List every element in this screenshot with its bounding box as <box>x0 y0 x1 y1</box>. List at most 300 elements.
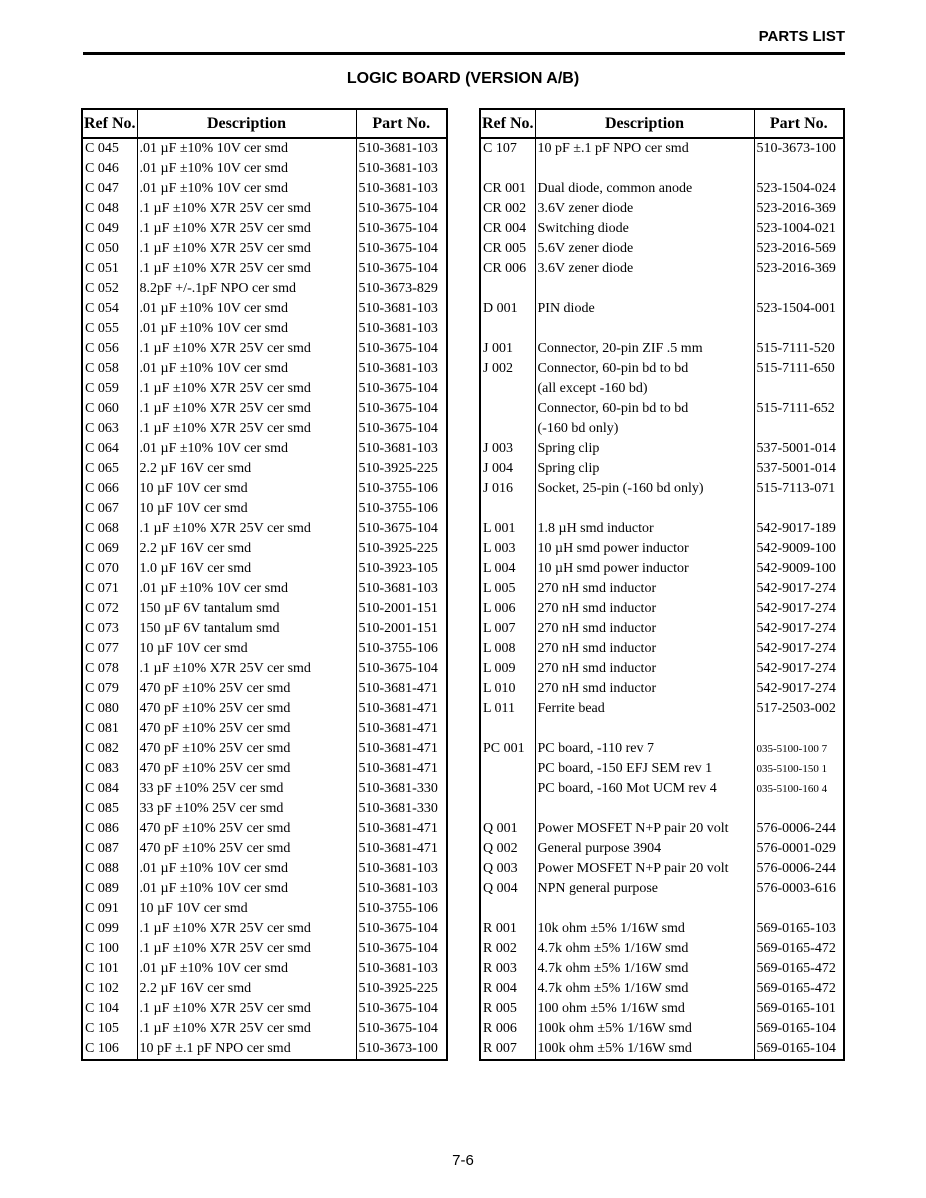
table-row <box>82 779 447 799</box>
part-no-cell: 523-2016-369 <box>754 199 844 219</box>
table-row <box>82 679 447 699</box>
part-no-cell: 510-3681-330 <box>356 779 447 799</box>
description-cell: .01 µF ±10% 10V cer smd <box>137 359 356 379</box>
ref-no-cell <box>480 899 535 919</box>
description-cell: 10 pF ±.1 pF NPO cer smd <box>535 138 754 159</box>
description-cell: PC board, -150 EFJ SEM rev 1 <box>535 759 754 779</box>
ref-no-cell: L 006 <box>483 601 516 616</box>
ref-no-cell: C 051 <box>85 261 119 276</box>
part-no-cell <box>754 419 844 439</box>
table-row <box>480 859 844 879</box>
table-row <box>480 599 844 619</box>
table-row <box>82 219 447 239</box>
ref-no-cell <box>480 779 535 799</box>
description-cell: .1 µF ±10% X7R 25V cer smd <box>137 199 356 219</box>
description-cell: 100 ohm ±5% 1/16W smd <box>535 999 754 1019</box>
table-row <box>480 179 844 199</box>
ref-no-cell: C 066 <box>85 481 119 496</box>
part-no-cell: 510-3681-471 <box>356 679 447 699</box>
part-no-cell: 510-3681-103 <box>356 959 447 979</box>
part-no-cell: 510-3681-103 <box>356 159 447 179</box>
ref-no-cell: J 001 <box>483 341 513 356</box>
ref-no-cell: C 046 <box>85 161 119 176</box>
ref-no-cell: C 101 <box>85 961 119 976</box>
part-no-cell: 510-3675-104 <box>356 419 447 439</box>
table-row <box>480 439 844 459</box>
description-cell: PIN diode <box>535 299 754 319</box>
part-no-cell: 569-0165-104 <box>754 1019 844 1039</box>
ref-no-cell: C 104 <box>85 1001 119 1016</box>
description-cell: 4.7k ohm ±5% 1/16W smd <box>535 959 754 979</box>
ref-no-cell: C 069 <box>85 541 119 556</box>
ref-no-cell: C 085 <box>85 801 119 816</box>
description-cell <box>535 319 754 339</box>
table-row <box>480 559 844 579</box>
part-no-cell: 510-3675-104 <box>356 259 447 279</box>
part-no-cell: 537-5001-014 <box>754 459 844 479</box>
table-row <box>480 359 844 379</box>
table-row <box>480 479 844 499</box>
part-no-header: Part No. <box>754 109 844 138</box>
table-row <box>82 859 447 879</box>
table-row <box>82 259 447 279</box>
description-cell: .1 µF ±10% X7R 25V cer smd <box>137 339 356 359</box>
part-no-cell: 510-3755-106 <box>356 639 447 659</box>
part-no-cell: 569-0165-104 <box>754 1039 844 1060</box>
table-row <box>480 799 844 819</box>
ref-no-cell: CR 001 <box>483 181 527 196</box>
ref-no-cell: R 001 <box>483 921 517 936</box>
description-cell: 5.6V zener diode <box>535 239 754 259</box>
ref-no-cell: C 050 <box>85 241 119 256</box>
part-no-cell: 510-3681-471 <box>356 719 447 739</box>
part-no-cell: 510-3675-104 <box>356 339 447 359</box>
table-row <box>480 519 844 539</box>
description-cell: 4.7k ohm ±5% 1/16W smd <box>535 979 754 999</box>
ref-no-cell <box>480 719 535 739</box>
table-row <box>82 899 447 919</box>
description-cell: Switching diode <box>535 219 754 239</box>
table-row <box>480 919 844 939</box>
ref-no-cell: J 004 <box>483 461 513 476</box>
part-no-cell: 510-3681-103 <box>356 359 447 379</box>
part-no-cell: 510-3925-225 <box>356 979 447 999</box>
parts-table-left <box>81 108 448 1061</box>
description-cell: 270 nH smd inductor <box>535 639 754 659</box>
part-no-cell <box>754 279 844 299</box>
ref-no-cell: C 081 <box>85 721 119 736</box>
part-no-cell: 510-3673-829 <box>356 279 447 299</box>
description-cell: 270 nH smd inductor <box>535 579 754 599</box>
ref-no-cell: L 004 <box>483 561 516 576</box>
description-cell: .1 µF ±10% X7R 25V cer smd <box>137 919 356 939</box>
description-cell: Socket, 25-pin (-160 bd only) <box>535 479 754 499</box>
description-cell: .01 µF ±10% 10V cer smd <box>137 319 356 339</box>
part-no-cell: 510-3673-100 <box>356 1039 447 1060</box>
part-no-cell: 510-3925-225 <box>356 539 447 559</box>
part-no-cell: 523-1504-024 <box>754 179 844 199</box>
part-no-cell: 515-7111-650 <box>754 359 844 379</box>
ref-no-cell: PC 001 <box>483 741 525 756</box>
description-cell: Spring clip <box>535 439 754 459</box>
part-no-cell: 576-0006-244 <box>754 859 844 879</box>
part-no-cell <box>754 319 844 339</box>
description-cell: .01 µF ±10% 10V cer smd <box>137 859 356 879</box>
description-cell: 100k ohm ±5% 1/16W smd <box>535 1019 754 1039</box>
table-row <box>82 599 447 619</box>
description-cell: 10 pF ±.1 pF NPO cer smd <box>137 1039 356 1060</box>
table-row <box>82 299 447 319</box>
ref-no-cell: C 082 <box>85 741 119 756</box>
table-row <box>480 279 844 299</box>
description-cell: .1 µF ±10% X7R 25V cer smd <box>137 1019 356 1039</box>
description-cell: 33 pF ±10% 25V cer smd <box>137 779 356 799</box>
part-no-cell: 510-3681-103 <box>356 859 447 879</box>
description-cell: PC board, -160 Mot UCM rev 4 <box>535 779 754 799</box>
ref-no-cell: C 099 <box>85 921 119 936</box>
part-no-cell: 510-3675-104 <box>356 659 447 679</box>
description-cell: 3.6V zener diode <box>535 199 754 219</box>
description-cell: (-160 bd only) <box>535 419 754 439</box>
description-header: Description <box>535 109 754 138</box>
table-row <box>82 419 447 439</box>
part-no-cell: 542-9017-274 <box>754 659 844 679</box>
ref-no-cell: C 083 <box>85 761 119 776</box>
table-row <box>82 979 447 999</box>
ref-no-cell: J 003 <box>483 441 513 456</box>
table-row <box>82 739 447 759</box>
part-no-cell <box>754 499 844 519</box>
ref-no-cell: C 064 <box>85 441 119 456</box>
ref-no-cell: C 107 <box>483 141 517 156</box>
table-header-row <box>480 109 844 138</box>
part-no-cell: 510-3675-104 <box>356 379 447 399</box>
ref-no-cell: Q 004 <box>483 881 518 896</box>
part-no-cell: 510-3681-471 <box>356 839 447 859</box>
part-no-cell <box>754 799 844 819</box>
description-cell: 10 µH smd power inductor <box>535 539 754 559</box>
ref-no-cell: C 091 <box>85 901 119 916</box>
part-no-cell: 542-9009-100 <box>754 559 844 579</box>
part-no-cell: 510-3755-106 <box>356 499 447 519</box>
part-no-cell: 510-3681-103 <box>356 138 447 159</box>
part-no-cell: 576-0003-616 <box>754 879 844 899</box>
table-row <box>82 819 447 839</box>
description-cell: 33 pF ±10% 25V cer smd <box>137 799 356 819</box>
part-no-cell: 510-3681-471 <box>356 739 447 759</box>
part-no-cell: 510-3923-105 <box>356 559 447 579</box>
ref-no-cell: C 086 <box>85 821 119 836</box>
part-no-cell: 510-3675-104 <box>356 939 447 959</box>
table-row <box>82 339 447 359</box>
part-no-cell: 510-3681-330 <box>356 799 447 819</box>
table-row <box>480 879 844 899</box>
part-no-header: Part No. <box>356 109 447 138</box>
description-cell: .1 µF ±10% X7R 25V cer smd <box>137 239 356 259</box>
table-row <box>480 339 844 359</box>
description-header: Description <box>137 109 356 138</box>
description-cell: 470 pF ±10% 25V cer smd <box>137 759 356 779</box>
table-row <box>82 138 447 159</box>
table-row <box>82 499 447 519</box>
table-row <box>480 759 844 779</box>
ref-no-cell: C 045 <box>85 141 119 156</box>
table-row <box>480 959 844 979</box>
part-no-cell: 523-2016-569 <box>754 239 844 259</box>
table-row <box>480 239 844 259</box>
part-no-cell: 542-9017-274 <box>754 679 844 699</box>
table-row <box>82 359 447 379</box>
ref-no-cell: L 001 <box>483 521 516 536</box>
table-row <box>82 799 447 819</box>
ref-no-cell: C 063 <box>85 421 119 436</box>
description-cell: Connector, 20-pin ZIF .5 mm <box>535 339 754 359</box>
part-no-cell: 510-3681-471 <box>356 699 447 719</box>
description-cell: Power MOSFET N+P pair 20 volt <box>535 859 754 879</box>
ref-no-cell <box>480 759 535 779</box>
ref-no-cell: C 067 <box>85 501 119 516</box>
ref-no-header: Ref No. <box>82 109 137 138</box>
description-cell: 270 nH smd inductor <box>535 599 754 619</box>
ref-no-cell: C 071 <box>85 581 119 596</box>
table-row <box>82 479 447 499</box>
description-cell: .1 µF ±10% X7R 25V cer smd <box>137 379 356 399</box>
description-cell: .1 µF ±10% X7R 25V cer smd <box>137 399 356 419</box>
table-row <box>480 899 844 919</box>
description-cell: 10 µF 10V cer smd <box>137 479 356 499</box>
ref-no-cell: J 016 <box>483 481 513 496</box>
description-cell: 470 pF ±10% 25V cer smd <box>137 679 356 699</box>
table-row <box>480 1039 844 1060</box>
ref-no-cell: C 078 <box>85 661 119 676</box>
description-cell: .1 µF ±10% X7R 25V cer smd <box>137 939 356 959</box>
part-no-cell: 515-7111-652 <box>754 399 844 419</box>
part-no-cell: 510-3681-103 <box>356 579 447 599</box>
ref-no-cell: C 087 <box>85 841 119 856</box>
table-row <box>480 1019 844 1039</box>
ref-no-cell: R 004 <box>483 981 517 996</box>
part-no-cell: 523-1504-001 <box>754 299 844 319</box>
table-header-row <box>82 109 447 138</box>
description-cell: 2.2 µF 16V cer smd <box>137 459 356 479</box>
part-no-cell: 510-3675-104 <box>356 999 447 1019</box>
part-no-cell <box>754 159 844 179</box>
description-cell: Connector, 60-pin bd to bd <box>535 399 754 419</box>
part-no-cell: 510-3755-106 <box>356 479 447 499</box>
ref-no-cell: J 002 <box>483 361 513 376</box>
description-cell: 10 µF 10V cer smd <box>137 639 356 659</box>
description-cell: (all except -160 bd) <box>535 379 754 399</box>
ref-no-cell: L 005 <box>483 581 516 596</box>
table-row <box>480 499 844 519</box>
table-row <box>82 939 447 959</box>
ref-no-cell: R 007 <box>483 1041 517 1056</box>
part-no-cell: 035-5100-160 4 <box>754 779 844 799</box>
part-no-cell: 510-3681-103 <box>356 299 447 319</box>
description-cell: .1 µF ±10% X7R 25V cer smd <box>137 219 356 239</box>
description-cell: PC board, -110 rev 7 <box>535 739 754 759</box>
part-no-cell: 035-5100-100 7 <box>754 739 844 759</box>
description-cell: .01 µF ±10% 10V cer smd <box>137 959 356 979</box>
description-cell: Spring clip <box>535 459 754 479</box>
ref-no-cell: C 102 <box>85 981 119 996</box>
ref-no-cell <box>480 379 535 399</box>
ref-no-cell: CR 006 <box>483 261 527 276</box>
table-row <box>82 719 447 739</box>
table-row <box>82 1039 447 1060</box>
description-cell: 4.7k ohm ±5% 1/16W smd <box>535 939 754 959</box>
table-row <box>480 379 844 399</box>
ref-no-cell: C 080 <box>85 701 119 716</box>
description-cell: .01 µF ±10% 10V cer smd <box>137 579 356 599</box>
table-row <box>480 719 844 739</box>
table-row <box>82 839 447 859</box>
description-cell: .01 µF ±10% 10V cer smd <box>137 439 356 459</box>
part-no-cell: 510-3681-103 <box>356 439 447 459</box>
description-cell <box>535 499 754 519</box>
description-cell <box>535 799 754 819</box>
ref-no-cell: C 049 <box>85 221 119 236</box>
part-no-cell: 569-0165-472 <box>754 959 844 979</box>
table-row <box>480 939 844 959</box>
table-row <box>480 639 844 659</box>
part-no-cell: 035-5100-150 1 <box>754 759 844 779</box>
part-no-cell: 510-3681-103 <box>356 879 447 899</box>
parts-table-right-body <box>480 138 844 1060</box>
table-row <box>480 219 844 239</box>
part-no-cell: 510-3681-471 <box>356 759 447 779</box>
description-cell <box>535 899 754 919</box>
ref-no-cell: C 047 <box>85 181 119 196</box>
table-row <box>82 539 447 559</box>
description-cell: 8.2pF +/-.1pF NPO cer smd <box>137 279 356 299</box>
table-row <box>82 999 447 1019</box>
part-no-cell: 510-3675-104 <box>356 239 447 259</box>
ref-no-cell: C 060 <box>85 401 119 416</box>
description-cell: 10k ohm ±5% 1/16W smd <box>535 919 754 939</box>
ref-no-cell: L 008 <box>483 641 516 656</box>
table-row <box>82 239 447 259</box>
part-no-cell: 523-2016-369 <box>754 259 844 279</box>
part-no-cell: 510-3675-104 <box>356 519 447 539</box>
ref-no-cell: C 106 <box>85 1041 119 1056</box>
ref-no-cell: C 068 <box>85 521 119 536</box>
parts-table-left-body <box>82 138 447 1060</box>
part-no-cell: 510-3675-104 <box>356 1019 447 1039</box>
part-no-cell: 510-3681-103 <box>356 319 447 339</box>
ref-no-cell: Q 001 <box>483 821 518 836</box>
description-cell: Ferrite bead <box>535 699 754 719</box>
table-row <box>82 559 447 579</box>
description-cell: 470 pF ±10% 25V cer smd <box>137 739 356 759</box>
ref-no-cell <box>480 499 535 519</box>
ref-no-cell: C 056 <box>85 341 119 356</box>
ref-no-cell: C 052 <box>85 281 119 296</box>
description-cell: 2.2 µF 16V cer smd <box>137 979 356 999</box>
description-cell: 10 µH smd power inductor <box>535 559 754 579</box>
part-no-cell: 510-3925-225 <box>356 459 447 479</box>
part-no-cell: 510-3675-104 <box>356 199 447 219</box>
part-no-cell: 542-9017-274 <box>754 619 844 639</box>
part-no-cell: 576-0006-244 <box>754 819 844 839</box>
ref-no-header: Ref No. <box>480 109 535 138</box>
table-row <box>480 819 844 839</box>
part-no-cell: 510-2001-151 <box>356 619 447 639</box>
part-no-cell: 537-5001-014 <box>754 439 844 459</box>
part-no-cell <box>754 719 844 739</box>
description-cell: .01 µF ±10% 10V cer smd <box>137 138 356 159</box>
ref-no-cell: L 007 <box>483 621 516 636</box>
description-cell: 150 µF 6V tantalum smd <box>137 619 356 639</box>
ref-no-cell: CR 005 <box>483 241 527 256</box>
table-row <box>82 319 447 339</box>
description-cell: .01 µF ±10% 10V cer smd <box>137 159 356 179</box>
description-cell: 3.6V zener diode <box>535 259 754 279</box>
description-cell: Dual diode, common anode <box>535 179 754 199</box>
table-row <box>82 959 447 979</box>
description-cell: 470 pF ±10% 25V cer smd <box>137 719 356 739</box>
description-cell: 150 µF 6V tantalum smd <box>137 599 356 619</box>
part-no-cell: 510-3755-106 <box>356 899 447 919</box>
description-cell: 270 nH smd inductor <box>535 619 754 639</box>
ref-no-cell: Q 003 <box>483 861 518 876</box>
part-no-cell: 510-3681-103 <box>356 179 447 199</box>
table-row <box>82 179 447 199</box>
ref-no-cell: C 072 <box>85 601 119 616</box>
part-no-cell: 569-0165-103 <box>754 919 844 939</box>
description-cell: 100k ohm ±5% 1/16W smd <box>535 1039 754 1060</box>
table-row <box>480 679 844 699</box>
table-row <box>82 279 447 299</box>
description-cell: 10 µF 10V cer smd <box>137 499 356 519</box>
table-row <box>480 839 844 859</box>
description-cell: 470 pF ±10% 25V cer smd <box>137 839 356 859</box>
ref-no-cell <box>480 419 535 439</box>
description-cell: 1.8 µH smd inductor <box>535 519 754 539</box>
part-no-cell: 542-9017-274 <box>754 579 844 599</box>
ref-no-cell: C 048 <box>85 201 119 216</box>
section-title: LOGIC BOARD (VERSION A/B) <box>346 70 580 87</box>
part-no-cell: 569-0165-472 <box>754 979 844 999</box>
description-cell: .1 µF ±10% X7R 25V cer smd <box>137 519 356 539</box>
description-cell: .1 µF ±10% X7R 25V cer smd <box>137 419 356 439</box>
part-no-cell: 510-3675-104 <box>356 919 447 939</box>
ref-no-cell: C 059 <box>85 381 119 396</box>
table-row <box>480 699 844 719</box>
ref-no-cell: C 054 <box>85 301 119 316</box>
ref-no-cell: C 100 <box>85 941 119 956</box>
table-row <box>82 759 447 779</box>
description-cell <box>535 719 754 739</box>
ref-no-cell <box>480 159 535 179</box>
table-row <box>82 159 447 179</box>
description-cell: 1.0 µF 16V cer smd <box>137 559 356 579</box>
ref-no-cell: L 010 <box>483 681 516 696</box>
ref-no-cell: C 084 <box>85 781 119 796</box>
ref-no-cell: R 005 <box>483 1001 517 1016</box>
table-row <box>82 379 447 399</box>
ref-no-cell: Q 002 <box>483 841 518 856</box>
table-row <box>82 399 447 419</box>
part-no-cell: 510-2001-151 <box>356 599 447 619</box>
part-no-cell: 515-7113-071 <box>754 479 844 499</box>
ref-no-cell: CR 002 <box>483 201 527 216</box>
ref-no-cell <box>480 319 535 339</box>
ref-no-cell: L 003 <box>483 541 516 556</box>
description-cell: 470 pF ±10% 25V cer smd <box>137 819 356 839</box>
ref-no-cell: C 055 <box>85 321 119 336</box>
description-cell: .1 µF ±10% X7R 25V cer smd <box>137 999 356 1019</box>
